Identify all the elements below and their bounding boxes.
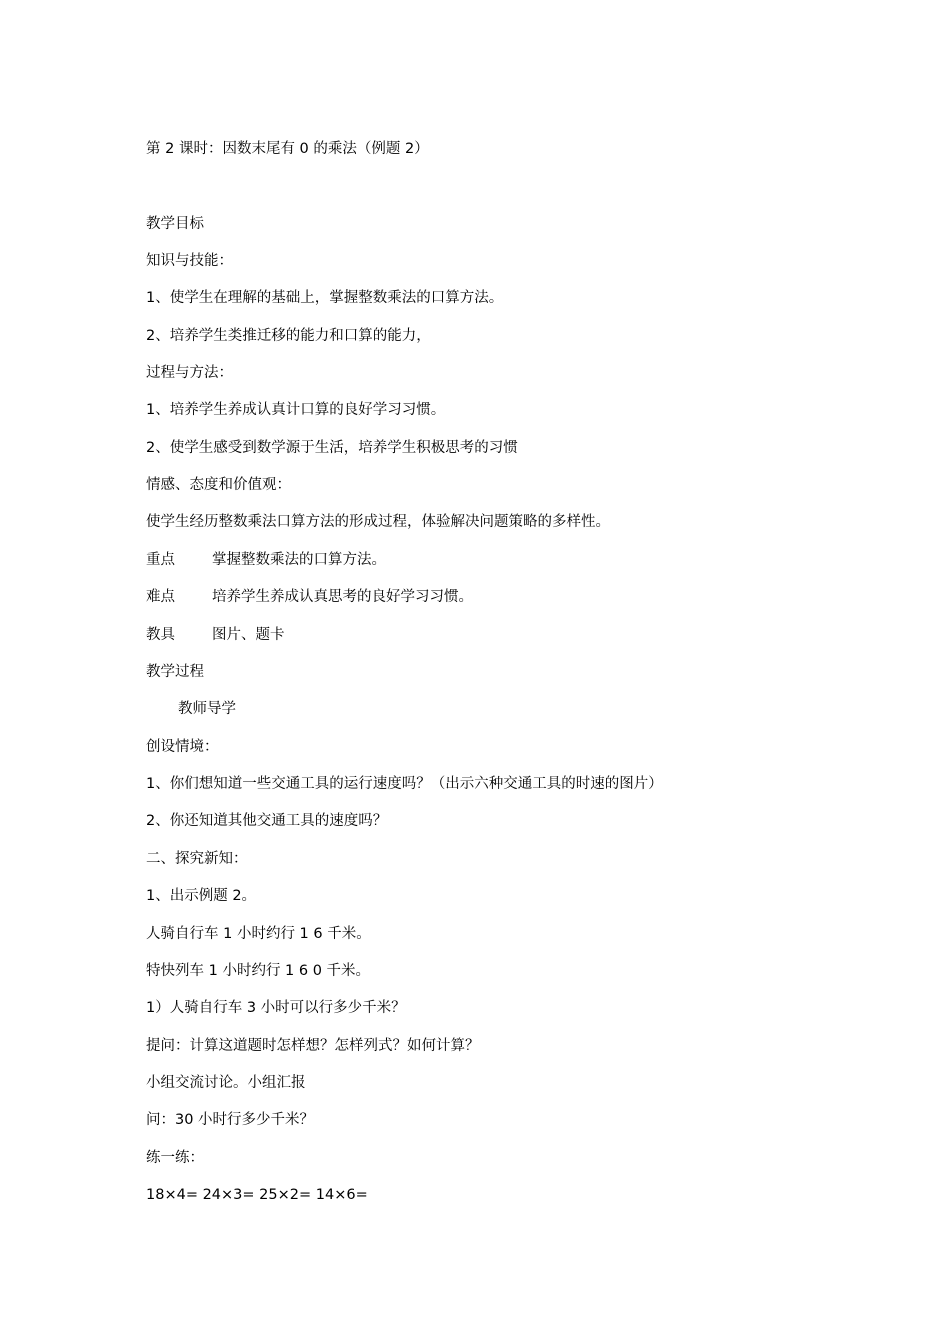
difficulty-label: 难点 (146, 589, 175, 605)
key-point-text: 掌握整数乘法的口算方法。 (212, 552, 386, 568)
scenario-item: 2、你还知道其他交通工具的速度吗？ (146, 813, 388, 829)
explore-item: 问：30 小时行多少千米？ (146, 1112, 315, 1128)
objectives-heading: 教学目标 (146, 216, 204, 232)
explore-item: 1）人骑自行车 3 小时可以行多少千米？ (146, 1000, 406, 1016)
difficulty-row (146, 587, 473, 607)
teacher-guide: 教师导学 (178, 701, 236, 717)
explore-heading: 二、探究新知： (146, 851, 248, 867)
scenario-item: 1、你们想知道一些交通工具的运行速度吗？（出示六种交通工具的时速的图片） (146, 776, 663, 792)
explore-item: 1、出示例题 2。 (146, 888, 257, 904)
lesson-title: 第 2 课时：因数末尾有 0 的乘法（例题 2） (146, 141, 429, 157)
explore-item: 特快列车 1 小时约行 1 6 0 千米。 (146, 963, 371, 979)
scenario-heading: 创设情境： (146, 739, 219, 755)
process-heading: 过程与方法： (146, 365, 233, 381)
process-item: 1、培养学生养成认真计口算的良好学习习惯。 (146, 402, 446, 418)
explore-item: 人骑自行车 1 小时约行 1 6 千米。 (146, 926, 371, 942)
process-item: 2、使学生感受到数学源于生活，培养学生积极思考的习惯 (146, 440, 518, 456)
tools-row (146, 625, 285, 645)
knowledge-item: 1、使学生在理解的基础上，掌握整数乘法的口算方法。 (146, 290, 504, 306)
tools-text: 图片、题卡 (212, 627, 285, 643)
emotion-text: 使学生经历整数乘法口算方法的形成过程，体验解决问题策略的多样性。 (146, 514, 610, 530)
knowledge-item: 2、培养学生类推迁移的能力和口算的能力， (146, 328, 431, 344)
emotion-heading: 情感、态度和价值观： (146, 477, 291, 493)
teaching-process-heading: 教学过程 (146, 664, 204, 680)
key-point-label: 重点 (146, 552, 175, 568)
knowledge-heading: 知识与技能： (146, 253, 233, 269)
key-point-row (146, 550, 386, 570)
practice-heading: 练一练： (146, 1150, 204, 1166)
difficulty-text: 培养学生养成认真思考的良好学习习惯。 (212, 589, 473, 605)
practice-text: 18×4= 24×3= 25×2= 14×6= (146, 1187, 368, 1203)
explore-item: 提问：计算这道题时怎样想？怎样列式？如何计算？ (146, 1038, 480, 1054)
tools-label: 教具 (146, 627, 175, 643)
explore-item: 小组交流讨论。小组汇报 (146, 1075, 306, 1091)
